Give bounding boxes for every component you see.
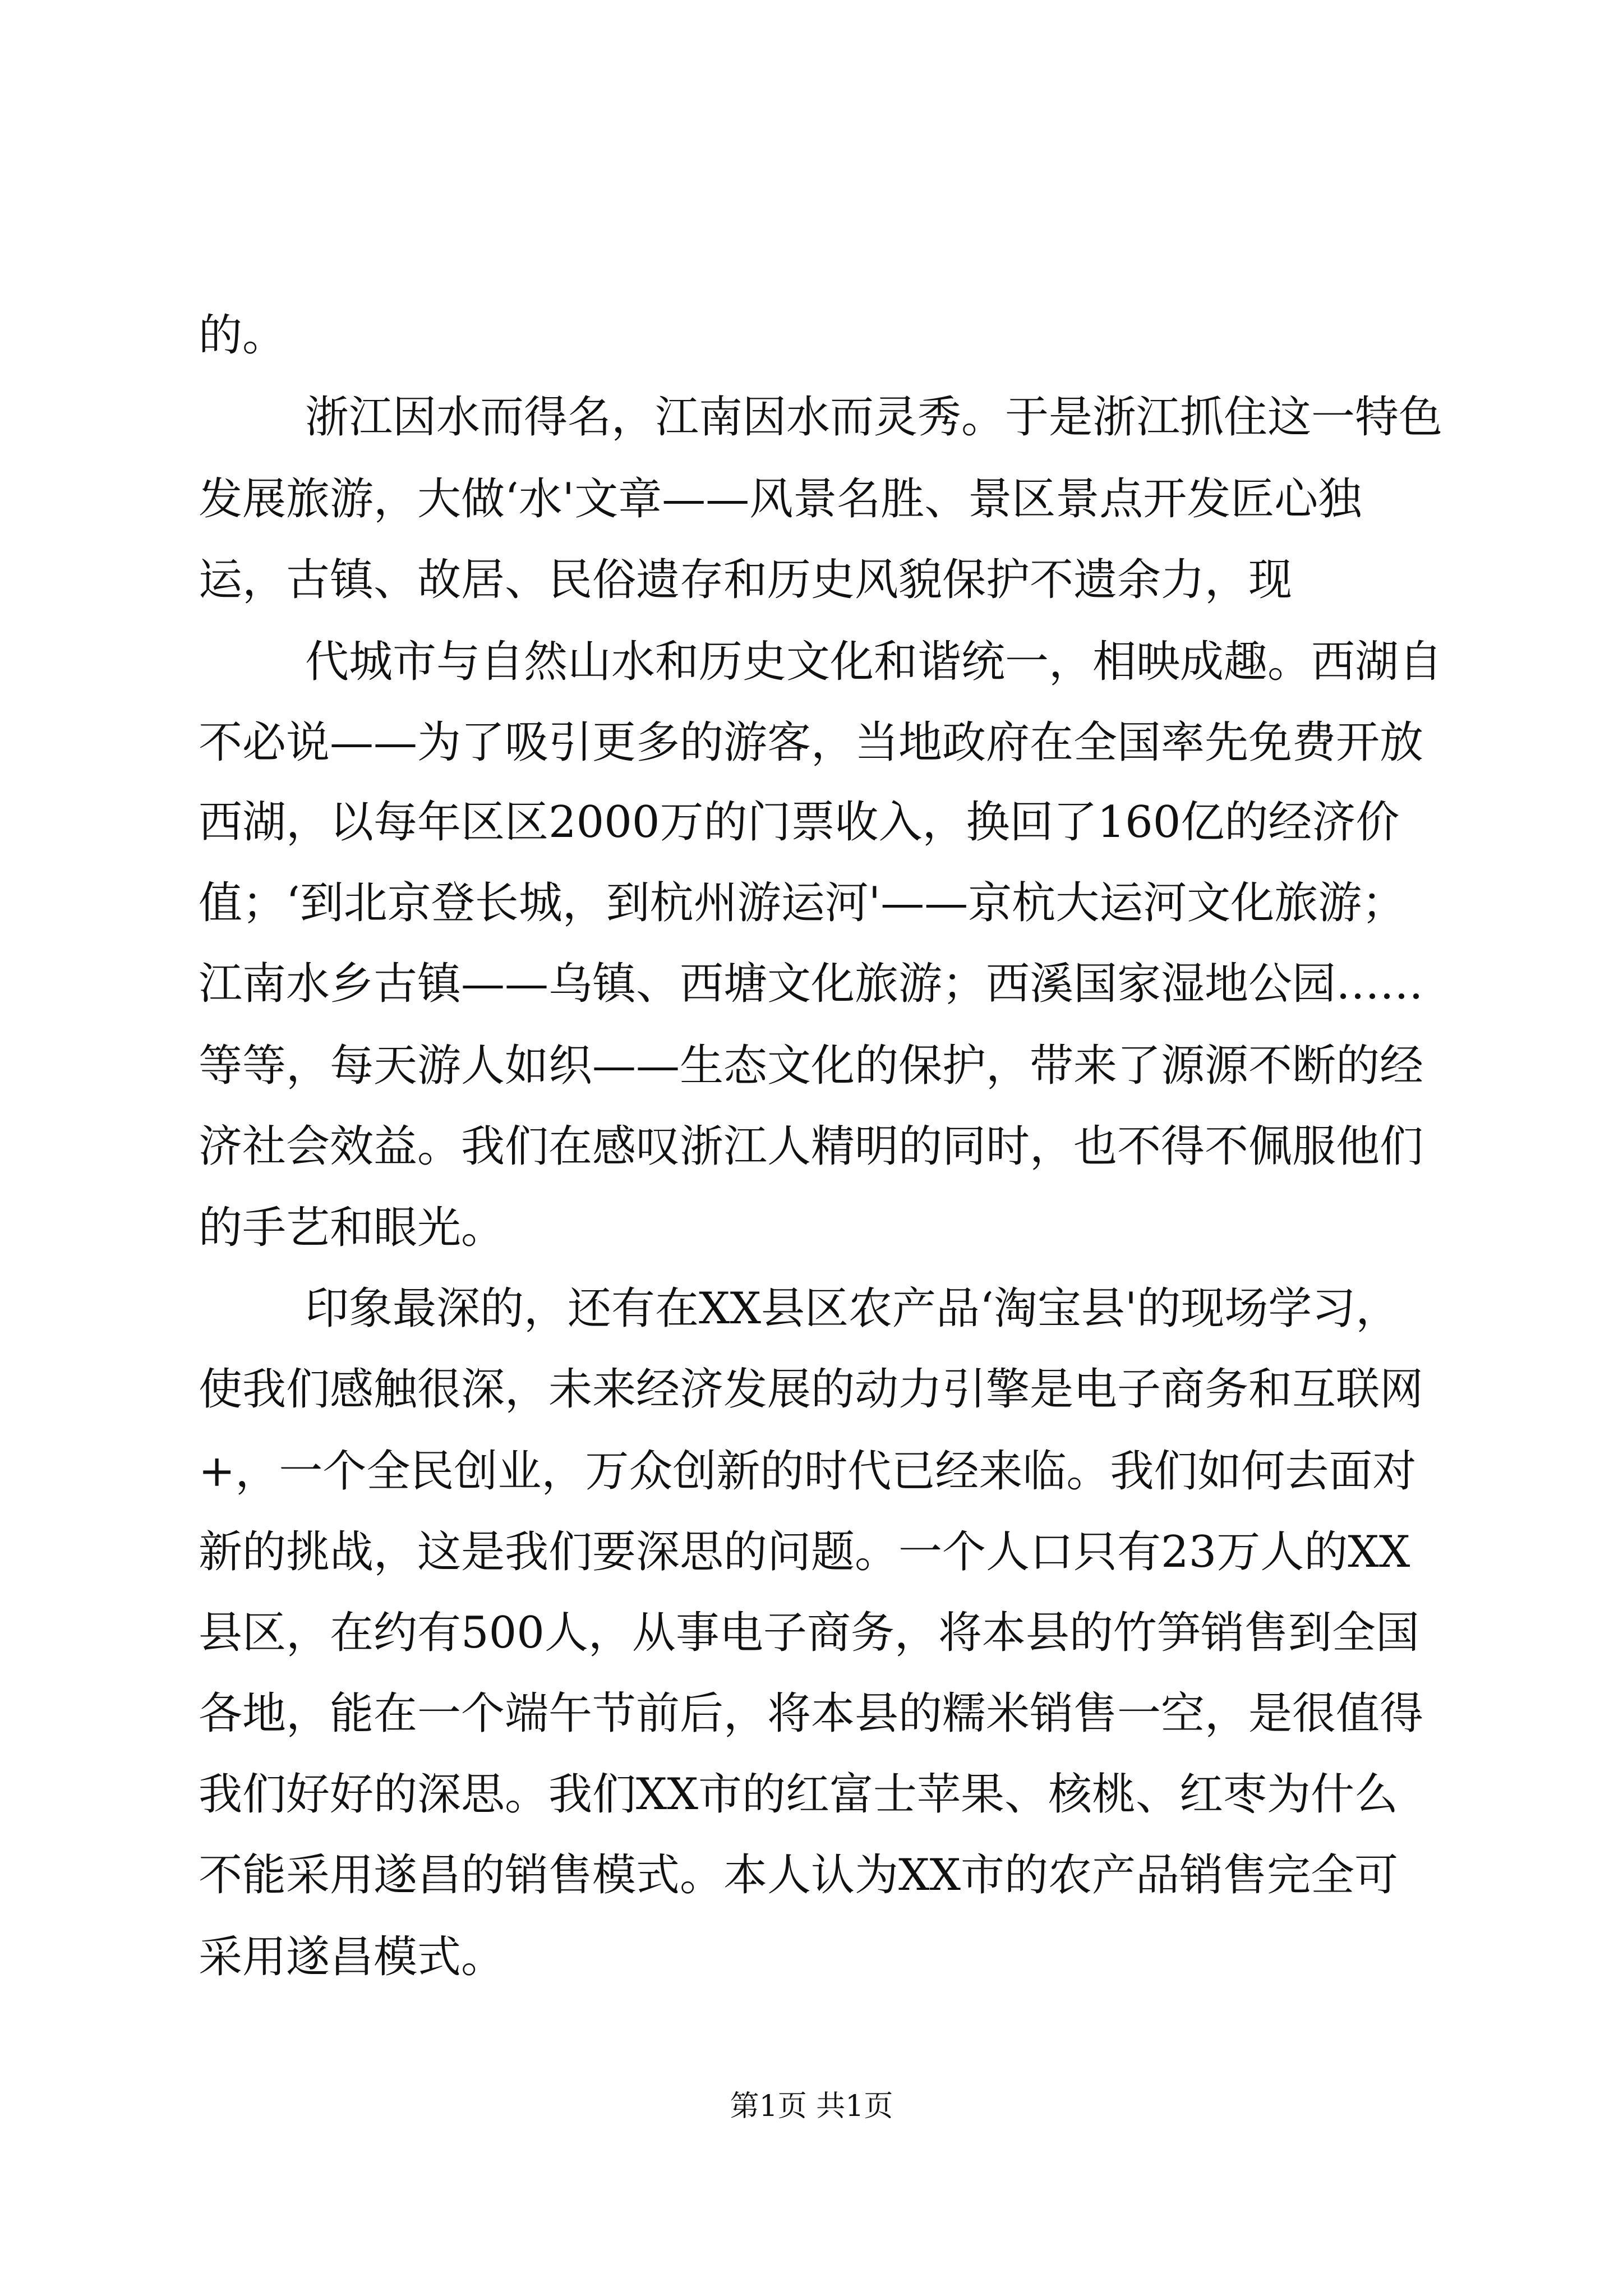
text-line: +，一个全民创业，万众创新的时代已经来临。我们如何去面对 <box>199 1446 1417 1497</box>
paragraph-start-line: 浙江因水而得名，江南因水而灵秀。于是浙江抓住这一特色 <box>305 392 1443 443</box>
text-line: 等等，每天游人如织——生态文化的保护，带来了源源不断的经 <box>199 1041 1424 1091</box>
text-line: 西湖，以每年区区2000万的门票收入，换回了160亿的经济价 <box>199 797 1400 848</box>
text-line: 我们好好的深思。我们XX市的红富士苹果、核桃、红枣为什么 <box>199 1769 1399 1820</box>
page-number-footer: 第1页 共1页 <box>730 2090 893 2123</box>
text-line: 的手艺和眼光。 <box>199 1203 505 1253</box>
paragraph-start-line: 代城市与自然山水和历史文化和谐统一，相映成趣。西湖自 <box>305 637 1443 687</box>
text-line: 运，古镇、故居、民俗遗存和历史风貌保护不遗余力，现 <box>199 555 1293 605</box>
text-line: 发展旅游，大做‘水'文章——风景名胜、景区景点开发匠心独 <box>199 474 1362 524</box>
text-line: 济社会效益。我们在感叹浙江人精明的同时，也不得不佩服他们 <box>199 1121 1424 1172</box>
text-line: 新的挑战，这是我们要深思的问题。一个人口只有23万人的XX <box>199 1527 1410 1577</box>
text-line: 的。 <box>199 310 287 361</box>
text-line: 使我们感触很深，未来经济发展的动力引擎是电子商务和互联网 <box>199 1364 1424 1415</box>
text-line: 江南水乡古镇——乌镇、西塘文化旅游；西溪国家湿地公园…… <box>199 959 1424 1009</box>
text-line: 值；‘到北京登长城，到杭州游运河'——京杭大运河文化旅游； <box>199 878 1406 928</box>
text-line: 不必说——为了吸引更多的游客，当地政府在全国率先免费开放 <box>199 717 1424 768</box>
text-line: 县区，在约有500人，从事电子商务，将本县的竹笋销售到全国 <box>199 1608 1419 1658</box>
text-line: 不能采用遂昌的销售模式。本人认为XX市的农产品销售完全可 <box>199 1850 1399 1901</box>
paragraph-start-line: 印象最深的，还有在XX县区农产品‘淘宝县'的现场学习， <box>305 1283 1400 1334</box>
text-line: 各地，能在一个端午节前后，将本县的糯米销售一空，是很值得 <box>199 1688 1424 1739</box>
text-line: 采用遂昌模式。 <box>199 1932 505 1982</box>
